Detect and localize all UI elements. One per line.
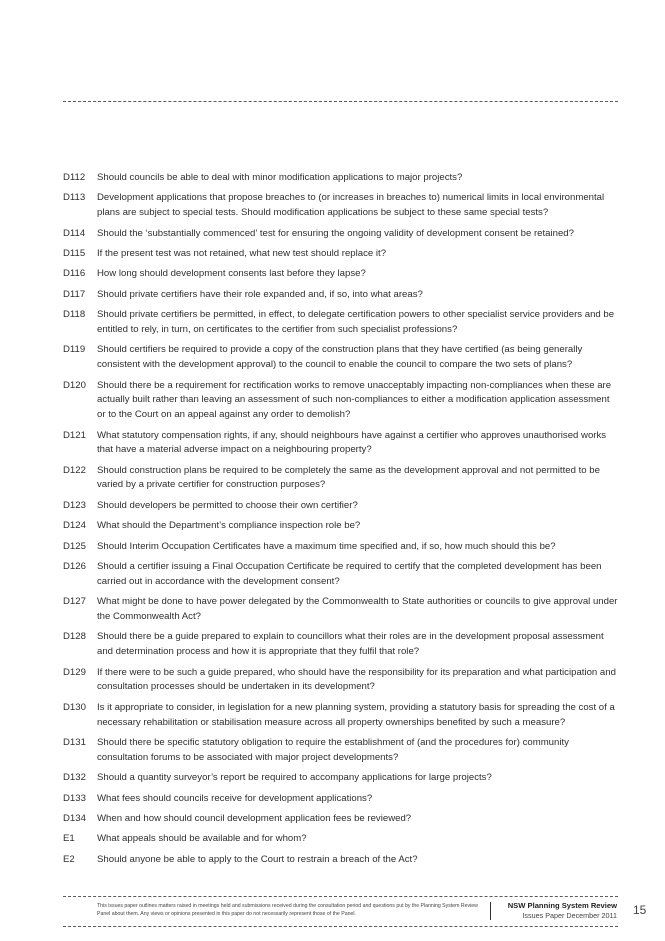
question-item xyxy=(63,379,619,423)
question-code: D117 xyxy=(63,288,86,300)
question-text: Should developers be permitted to choose their own certifier? xyxy=(97,499,358,511)
question-list xyxy=(63,171,619,873)
question-text: If there were to be such a guide prepared, who should have the responsibility for its preparation and what participation and consultation processes should be undertaken in its development? xyxy=(97,666,616,693)
question-code: D134 xyxy=(63,812,86,824)
question-item xyxy=(63,701,619,731)
question-code: D116 xyxy=(63,268,86,280)
question-item xyxy=(63,560,619,590)
question-text: Should Interim Occupation Certificates have a maximum time specified and, if so, how much should this be? xyxy=(97,540,556,552)
page-footer xyxy=(63,900,619,924)
question-code: E2 xyxy=(63,853,75,865)
question-item xyxy=(63,519,619,534)
question-code: D130 xyxy=(63,701,86,713)
question-text: What fees should councils receive for development applications? xyxy=(97,792,373,804)
question-code: D124 xyxy=(63,520,86,532)
question-text: What appeals should be available and for whom? xyxy=(97,833,307,845)
question-code: D119 xyxy=(63,344,86,356)
question-text: How long should development consents last before they lapse? xyxy=(97,268,366,280)
question-item xyxy=(63,736,619,766)
question-item xyxy=(63,464,619,494)
question-item xyxy=(63,499,619,514)
question-text: If the present test was not retained, what new test should replace it? xyxy=(97,247,387,259)
question-text: When and how should council development application fees be reviewed? xyxy=(97,812,412,824)
question-item xyxy=(63,288,619,303)
question-text: What statutory compensation rights, if any, should neighbours have against a certifier who approves unauthorised works that have a material adverse impact on a neighbouring property? xyxy=(97,429,607,456)
question-item xyxy=(63,267,619,282)
question-code: D131 xyxy=(63,736,86,748)
question-code: D112 xyxy=(63,172,86,183)
question-text: Should construction plans be required to be completely the same as the development approval and not permitted to be varied by a private certifier for construction purposes? xyxy=(97,464,600,491)
question-item xyxy=(63,771,619,786)
question-text: Should there be specific statutory obligation to require the establishment of (and the procedures for) community consultation forums to be associated with major project developments? xyxy=(97,736,569,763)
footer-disclaimer: This issues paper outlines matters raised in meetings held and submissions received during the consultation period and questions put by the Planning System Review Panel about them. Any views or opinions presented in this paper do not necessarily represent those of the Panel. xyxy=(97,903,478,917)
question-code: E1 xyxy=(63,833,75,845)
question-text: Should the ‘substantially commenced’ test for ensuring the ongoing validity of development consent be retained? xyxy=(97,227,574,239)
question-code: D118 xyxy=(63,309,86,321)
question-code: D120 xyxy=(63,379,86,391)
question-item xyxy=(63,247,619,262)
footer-divider xyxy=(490,902,491,920)
question-code: D132 xyxy=(63,772,86,784)
question-item xyxy=(63,227,619,242)
question-text: What should the Department’s compliance inspection role be? xyxy=(97,520,361,532)
question-code: D123 xyxy=(63,499,86,511)
question-code: D128 xyxy=(63,631,86,643)
question-code: D125 xyxy=(63,540,86,552)
question-item xyxy=(63,853,619,868)
question-text: Development applications that propose breaches to (or increases in breaches to) numerical limits in local environmental plans are subject to special tests. Should modification applications be subject to these same special tests? xyxy=(97,192,605,219)
question-code: D127 xyxy=(63,596,86,608)
top-dashed-rule xyxy=(63,101,618,102)
question-text: Should private certifiers be permitted, in effect, to delegate certification powers to other specialist service providers and be entitled to rely, in turn, on certificates to the certifier from such specialist professions? xyxy=(97,309,615,335)
question-code: D126 xyxy=(63,561,86,573)
question-item xyxy=(63,666,619,696)
question-item xyxy=(63,429,619,459)
question-text: Should a quantity surveyor’s report be required to accompany applications for large projects? xyxy=(97,772,492,784)
question-text: Should private certifiers have their role expanded and, if so, into what areas? xyxy=(97,288,423,300)
question-text: Should councils be able to deal with minor modification applications to major projects? xyxy=(97,172,463,183)
question-text: Should there be a guide prepared to explain to councillors what their roles are in the development proposal assessment and determination process and how it is appropriate that they fulfil that role? xyxy=(97,631,604,658)
footer-dashed-rule-top xyxy=(63,896,618,897)
question-code: D133 xyxy=(63,792,86,804)
question-item xyxy=(63,308,619,338)
question-code: D113 xyxy=(63,192,86,204)
question-item xyxy=(63,812,619,827)
question-item xyxy=(63,191,619,221)
question-item xyxy=(63,171,619,186)
question-text: Is it appropriate to consider, in legislation for a new planning system, providing a statutory basis for spreading the cost of a necessary rehabilitation or stabilisation measure across all property ownerships benefited by such a measure? xyxy=(97,701,615,728)
footer-publication-subtitle: Issues Paper December 2011 xyxy=(522,911,617,920)
question-code: D115 xyxy=(63,247,86,259)
question-code: D114 xyxy=(63,227,86,239)
footer-publication-title: NSW Planning System Review xyxy=(507,901,617,910)
question-code: D129 xyxy=(63,666,86,678)
question-item xyxy=(63,540,619,555)
question-text: Should certifiers be required to provide a copy of the construction plans that they have certified (as being generally consistent with the development approval) to the council to enable the council to compare the two sets of plans? xyxy=(97,344,583,371)
question-code: D122 xyxy=(63,464,86,476)
page-number: 15 xyxy=(633,903,647,917)
question-item xyxy=(63,832,619,847)
question-text: Should a certifier issuing a Final Occupation Certificate be required to certify that the completed development has been carried out in accordance with the development consent? xyxy=(97,561,602,587)
footer-dashed-rule-bottom xyxy=(63,926,618,927)
question-text: Should anyone be able to apply to the Court to restrain a breach of the Act? xyxy=(97,853,418,865)
question-code: D121 xyxy=(63,429,86,441)
question-item xyxy=(63,792,619,807)
question-text: What might be done to have power delegated by the Commonwealth to State authorities or councils to give approval under the Commonwealth Act? xyxy=(97,596,618,623)
question-text: Should there be a requirement for rectification works to remove unacceptably impacting non-compliances when these are actually built rather than leaving an assessment of such non-compliances to either a modification application assessment or to the Court on an appeal against any order to demolish? xyxy=(97,379,612,421)
question-item xyxy=(63,343,619,373)
question-item xyxy=(63,595,619,625)
question-item xyxy=(63,630,619,660)
